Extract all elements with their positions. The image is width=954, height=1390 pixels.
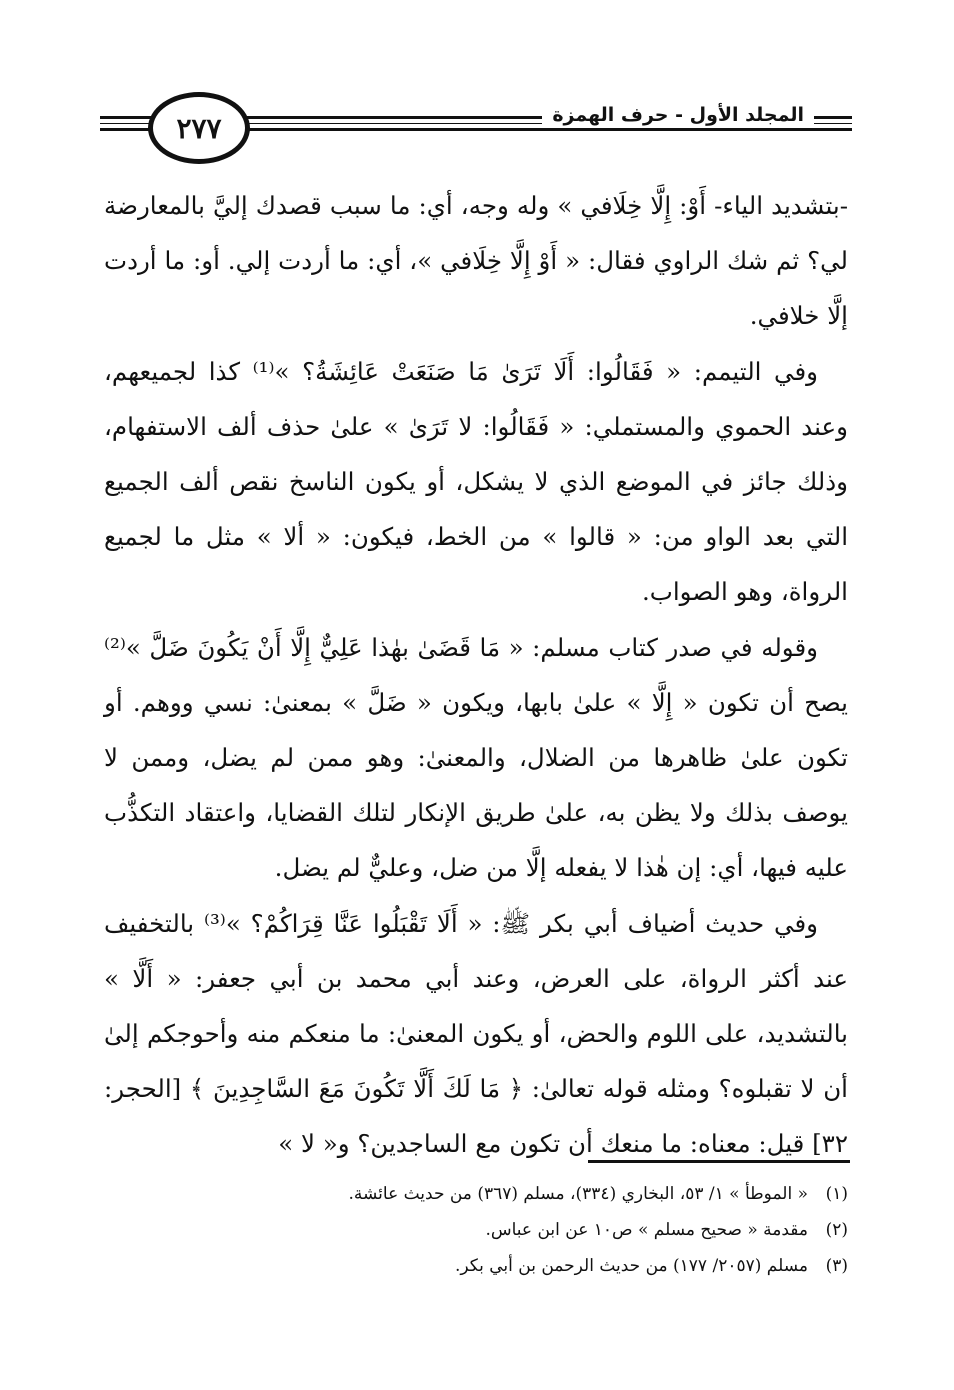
page-header — [100, 82, 852, 172]
footnote-number: (٣) — [825, 1256, 848, 1276]
footnote-number: (٢) — [825, 1220, 848, 1240]
footnote-3 — [108, 1248, 848, 1284]
paragraph-2: وفي التيمم: « فَقَالُوا: أَلَا تَرَىٰ مَا صَنَعَتْ عَائِشَةُ؟ »⁽¹⁾ كذا لجميعهم، وعند الحموي والمستملي: « فَقَالُوا: لا تَرَىٰ » علىٰ حذف ألف الاستفهام، وذلك جائز في الموضع الذي لا يشكل، أو يكون الناسخ نقص ألف الجميع التي بعد الواو من: « قالوا » من الخط، فيكون: « ألا » مثل ما لجميع الرواة، وهو الصواب. — [104, 356, 848, 607]
page-number: ٢٧٧ — [148, 92, 250, 164]
footnote-text: « الموطأ » ١/ ٥٣، البخاري (٣٣٤)، مسلم (٣٦٧) من حديث عائشة. — [348, 1184, 808, 1204]
paragraph-3: وقوله في صدر كتاب مسلم: « مَا قَضَىٰ بهٰذا عَلِيٌّ إِلَّا أَنْ يَكُونَ ضَلَّ »⁽²⁾ يصح أن تكون « إِلَّا » علىٰ بابها، ويكون « ضَلَّ » بمعنىٰ: نسي ووهم. أو تكون علىٰ ظاهرها من الضلال، والمعنىٰ: وهو ممن لم يضل، وممن لا يوصف بذلك ولا يظن به، علىٰ طريق الإنكار لتلك القضايا، واعتقاد التكذُّب عليه فيها، أي: إن هٰذا لا يفعله إلَّا من ضل، وعليٌّ لم يضل. — [104, 632, 848, 883]
footnote-2 — [108, 1212, 848, 1248]
footnotes — [108, 1176, 848, 1284]
main-text — [104, 178, 848, 1172]
footnote-text: مقدمة « صحيح مسلم » ص١٠ عن ابن عباس. — [485, 1220, 808, 1240]
paragraph-4: وفي حديث أضياف أبي بكر ﷺ: « أَلَا تَقْبَلُوا عَنَّا قِرَاكُمْ؟ »⁽³⁾ بالتخفيف عند أكثر الرواة، على العرض، وعند أبي محمد بن أبي جعفر: « أَلَّا » بالتشديد، على اللوم والحض، أو يكون المعنىٰ: ما منعكم منه وأحوجكم إلىٰ أن لا تقبلوه؟ ومثله قوله تعالىٰ: ﴿ مَا لَكَ أَلَّا تَكُونَ مَعَ السَّاجِدِينَ ﴾ [الحجر: ٣٢] قيل: معناه: ما منعك أن تكون مع الساجدين؟ و« لا » — [104, 908, 848, 1159]
footnote-1 — [108, 1176, 848, 1212]
footnote-text: مسلم (٢٠٥٧/ ١٧٧) من حديث الرحمن بن أبي بكر. — [454, 1256, 808, 1276]
footnote-number: (١) — [825, 1184, 848, 1204]
running-title: المجلد الأول - حرف الهمزة — [542, 104, 814, 126]
paragraph-1: -بتشديد الياء- أَوْ: إِلَّا خِلَافي » وله وجه، أي: ما سبب قصدك إليَّ بالمعارضة لي؟ ثم شك الراوي فقال: « أَوْ إِلَّا خِلَافي »، أي: ما أردت إلي. أو: ما أردت إلَّا خلافي. — [104, 191, 848, 331]
footnote-separator — [588, 1160, 850, 1163]
